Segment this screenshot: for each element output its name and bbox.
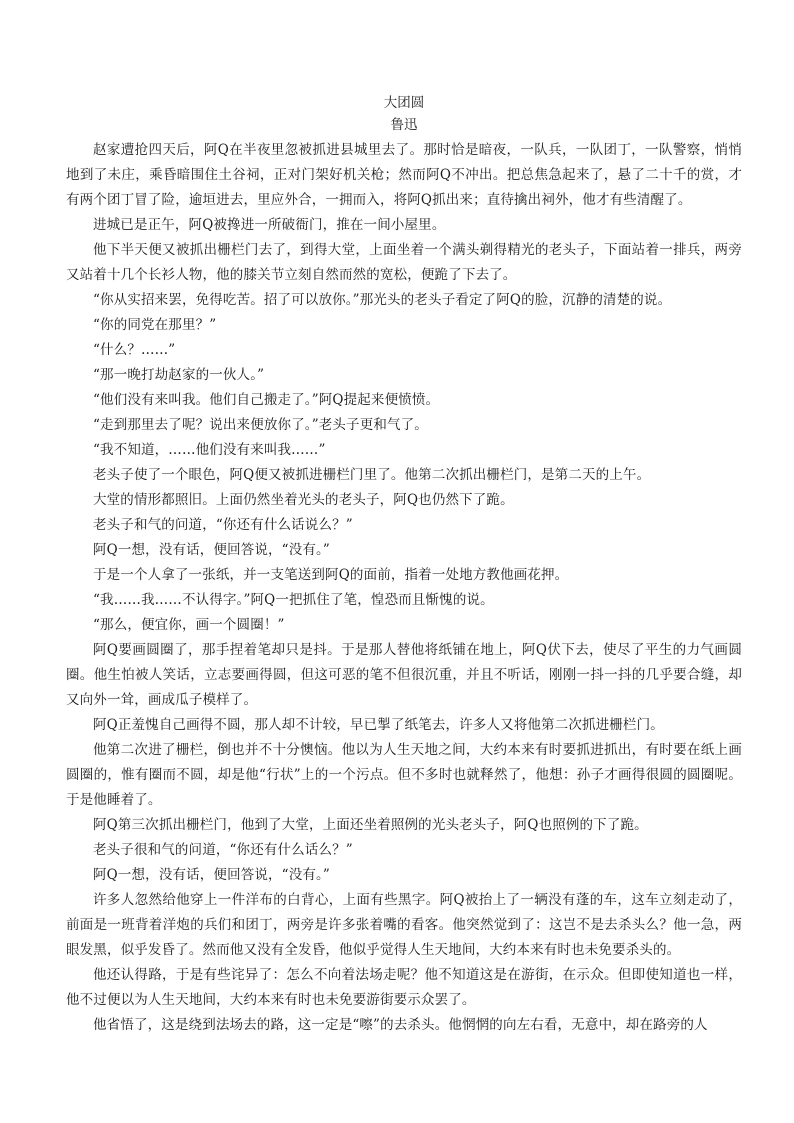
paragraph: 阿Q正羞愧自己画得不圆，那人却不计较，早已掣了纸笔去，许多人又将他第二次抓进栅栏门。 bbox=[93, 717, 664, 733]
paragraph: 老头子和气的问道，“你还有什么话说么？” bbox=[93, 517, 353, 533]
paragraph: “你的同党在那里？” bbox=[93, 317, 217, 333]
paragraph: 阿Q要画圆圈了，那手捏着笔却只是抖。于是那人替他将纸铺在地上，阿Q伏下去，使尽了平生的力气画圆圈。他生怕被人笑话，立志要画得圆，但这可恶的笔不但很沉重，并且不听话，刚刚一抖一抖的几乎要合缝，却又向外一耸，画成瓜子模样了。 bbox=[66, 642, 742, 708]
paragraph: 他下半天便又被抓出栅栏门去了，到得大堂，上面坐着一个满头剃得精光的老头子，下面站着一排兵，两旁又站着十几个长衫人物，他的膝关节立刻自然而然的宽松，便跪了下去了。 bbox=[66, 242, 742, 283]
paragraph: “我不知道，……他们没有来叫我……” bbox=[93, 442, 326, 458]
paragraph: “我……我……不认得字。”阿Q一把抓住了笔，惶恐而且惭愧的说。 bbox=[93, 592, 494, 608]
paragraph: 阿Q第三次抓出栅栏门，他到了大堂，上面还坐着照例的光头老头子，阿Q也照例的下了跪。 bbox=[93, 817, 648, 833]
paragraph: 他省悟了，这是绕到法场去的路，这一定是“嚓”的去杀头。他惘惘的向左右看，无意中，却在路旁的人 bbox=[93, 1017, 708, 1033]
paragraph: “什么？……” bbox=[93, 342, 176, 358]
paragraph: 老头子使了一个眼色，阿Q便又被抓进栅栏门里了。他第二次抓出栅栏门，是第二天的上午。 bbox=[93, 467, 651, 483]
paragraph: 他第二次进了栅栏，倒也并不十分懊恼。他以为人生天地之间，大约本来有时要抓进抓出，有时要在纸上画圆圈的，惟有圈而不圆，却是他“行状”上的一个污点。但不多时也就释然了，他想：孙子才画得很圆的圆圈呢。于是他睡着了。 bbox=[66, 742, 742, 808]
paragraph: 阿Q一想，没有话，便回答说，“没有。” bbox=[93, 867, 330, 883]
paragraph: 许多人忽然给他穿上一件洋布的白背心，上面有些黑字。阿Q被抬上了一辆没有蓬的车，这车立刻走动了，前面是一班背着洋炮的兵们和团丁，两旁是许多张着嘴的看客。他突然觉到了：这岂不是去杀头么？他一急，两眼发黑，似乎发昏了。然而他又没有全发昏，他似乎觉得人生天地间，大约本来有时也未免要杀头的。 bbox=[66, 892, 742, 958]
document-author: 鲁迅 bbox=[390, 117, 418, 133]
paragraph: “你从实招来罢，免得吃苦。招了可以放你。”那光头的老头子看定了阿Q的脸，沉静的清楚的说。 bbox=[93, 292, 672, 308]
paragraph: “那一晚打劫赵家的一伙人。” bbox=[93, 367, 265, 383]
paragraph: “他们没有来叫我。他们自己搬走了。”阿Q提起来便愤愤。 bbox=[93, 392, 440, 408]
paragraph: “走到那里去了呢？说出来便放你了。”老头子更和气了。 bbox=[93, 417, 428, 433]
paragraph: 大堂的情形都照旧。上面仍然坐着光头的老头子，阿Q也仍然下了跪。 bbox=[93, 492, 514, 508]
document-body bbox=[66, 138, 742, 1038]
document-title: 大团圆 bbox=[383, 95, 425, 111]
paragraph: 赵家遭抢四天后，阿Q在半夜里忽被抓进县城里去了。那时恰是暗夜，一队兵，一队团丁，一队警察，悄悄地到了未庄，乘昏暗围住土谷祠，正对门架好机关枪；然而阿Q不冲出。把总焦急起来了，悬了二十千的赏，才有两个团丁冒了险，逾垣进去，里应外合，一拥而入，将阿Q抓出来；直待擒出祠外，他才有些清醒了。 bbox=[66, 142, 742, 208]
paragraph: 阿Q一想，没有话，便回答说，“没有。” bbox=[93, 542, 330, 558]
paragraph: 老头子很和气的问道，“你还有什么话么？” bbox=[93, 842, 353, 858]
paragraph: 他还认得路，于是有些诧异了：怎么不向着法场走呢？他不知道这是在游街，在示众。但即使知道也一样，他不过便以为人生天地间，大约本来有时也未免要游街要示众罢了。 bbox=[66, 967, 742, 1008]
paragraph: 于是一个人拿了一张纸，并一支笔送到阿Q的面前，指着一处地方教他画花押。 bbox=[93, 567, 569, 583]
paragraph: “那么，便宜你，画一个圆圈！” bbox=[93, 617, 285, 633]
paragraph: 进城已是正午，阿Q被搀进一所破衙门，推在一间小屋里。 bbox=[93, 217, 446, 233]
